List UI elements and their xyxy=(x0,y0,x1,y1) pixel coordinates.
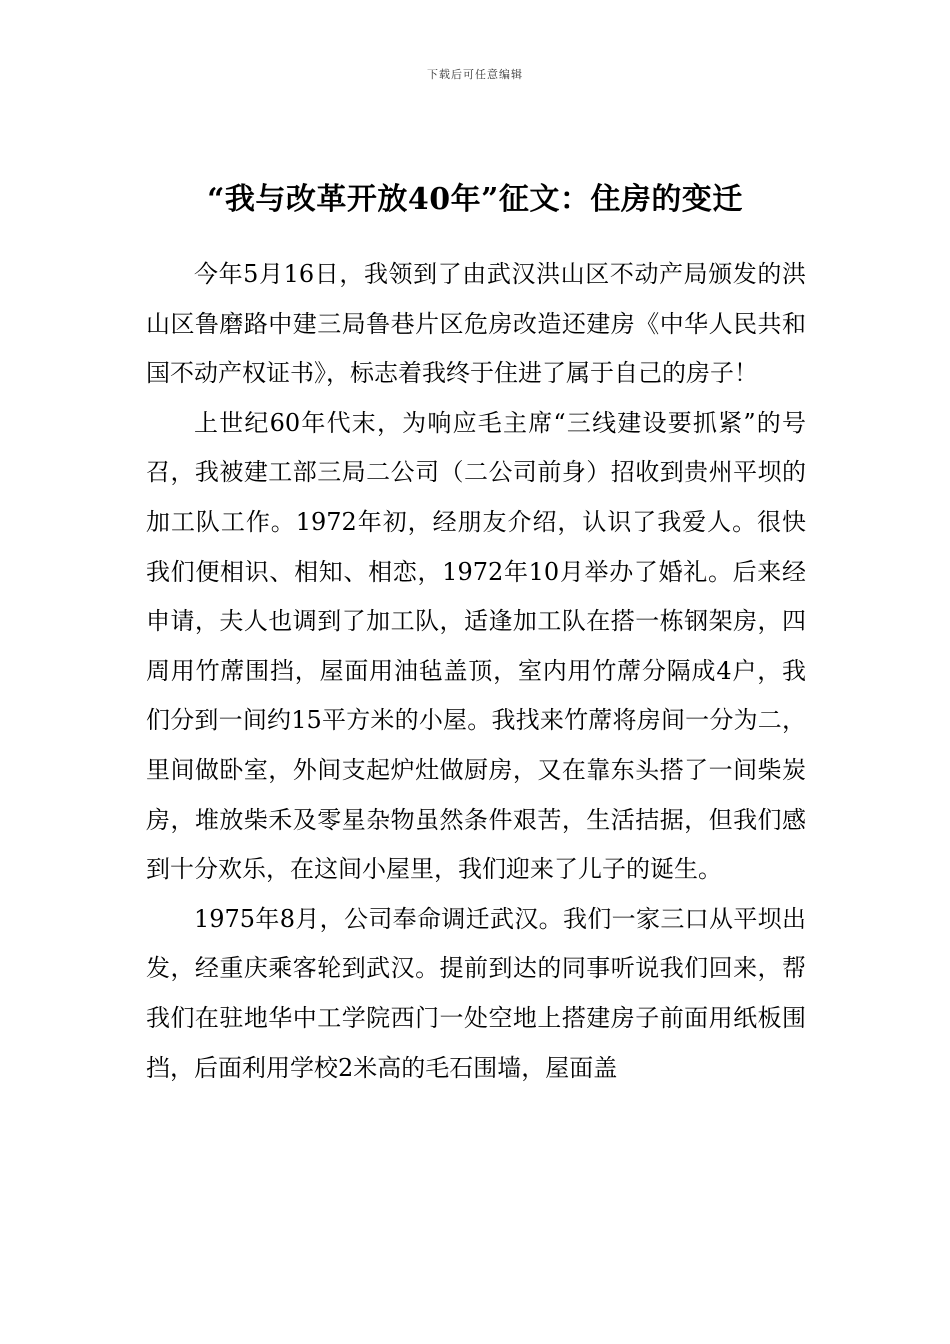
document-title: “我与改革开放40年”征文：住房的变迁 xyxy=(207,182,743,217)
paragraph: 今年5月16日，我领到了由武汉洪山区不动产局颁发的洪山区鲁磨路中建三局鲁巷片区危房改造还建房《中华人民共和国不动产权证书》，标志着我终于住进了属于自己的房子！ xyxy=(146,260,806,388)
paragraph: 1975年8月，公司奉命调迁武汉。我们一家三口从平坝出发，经重庆乘客轮到武汉。提前到达的同事听说我们回来，帮我们在驻地华中工学院西门一处空地上搭建房子前面用纸板围挡，后面利用学校2米高的毛石围墙，屋面盖 xyxy=(146,904,806,1082)
document-body xyxy=(146,250,806,1093)
paragraph: 上世纪60年代末，为响应毛主席“三线建设要抓紧”的号召，我被建工部三局二公司（二公司前身）招收到贵州平坝的加工队工作。1972年初，经朋友介绍，认识了我爱人。很快我们便相识、相知、相恋，1972年10月举办了婚礼。后来经申请，夫人也调到了加工队，适逢加工队在搭一栋钢架房，四周用竹蓆围挡，屋面用油毡盖顶，室内用竹蓆分隔成4户，我们分到一间约15平方米的小屋。我找来竹蓆将房间一分为二，里间做卧室，外间支起炉灶做厨房，又在靠东头搭了一间柴炭房，堆放柴禾及零星杂物虽然条件艰苦，生活拮据，但我们感到十分欢乐，在这间小屋里，我们迎来了儿子的诞生。 xyxy=(146,408,806,884)
page-header-note: 下载后可任意编辑 xyxy=(427,68,523,81)
